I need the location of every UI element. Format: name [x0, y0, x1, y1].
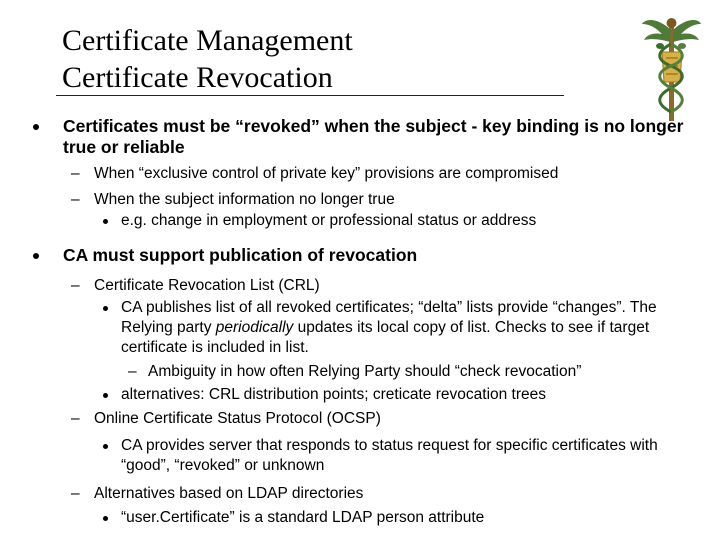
title-line-1: Certificate Management [62, 24, 353, 57]
bullet-1-text: Certificates must be “revoked” when the subject - key binding is no longer true or reliable [63, 116, 684, 157]
crl-item-2-text: alternatives: CRL distribution points; creticate revocation trees [121, 386, 547, 403]
bullet-1 [63, 116, 698, 158]
title-underline [56, 95, 564, 96]
crl-item-1-em: periodically [215, 319, 294, 336]
bullet-2 [63, 245, 698, 266]
crl-item-1 [121, 298, 696, 358]
bullet-1-sub-1: – When “exclusive control of private key” provisions are compromised [71, 165, 559, 182]
bullet-1-sub-2-item-text: e.g. change in employment or professional status or address [121, 212, 537, 229]
bullet-1-sub-2-item [121, 211, 696, 231]
ocsp-label: Online Certificate Status Protocol (OCSP) [94, 410, 381, 427]
ldap-heading: – Alternatives based on LDAP directories [71, 485, 364, 502]
crl-item-1-post: updates its local copy of list. Checks to see if target certificate is included in list. [121, 319, 650, 356]
crl-item-1-sub: – Ambiguity in how often Relying Party should “check revocation” [128, 363, 582, 380]
bullet-dot [33, 124, 39, 130]
title-line-2: Certificate Revocation [62, 61, 333, 94]
ldap-item-1 [121, 508, 696, 528]
crl-item-1-sub-text: Ambiguity in how often Relying Party should “check revocation” [148, 363, 582, 380]
crl-item-2 [121, 385, 696, 405]
ldap-label: Alternatives based on LDAP directories [94, 485, 364, 502]
bullet-1-sub-2: – When the subject information no longer true [71, 191, 395, 208]
bullet-1-sub-2-text: When the subject information no longer true [94, 191, 395, 208]
slide-title [62, 22, 353, 96]
bullet-2-text: CA must support publication of revocation [63, 245, 418, 265]
caduceus-icon [640, 8, 702, 123]
ocsp-item-1-text: CA provides server that responds to status request for specific certificates with “good”, “revoked” or unknown [121, 437, 658, 474]
bullet-dot [33, 253, 39, 259]
crl-heading: – Certificate Revocation List (CRL) [71, 277, 320, 294]
ocsp-heading: – Online Certificate Status Protocol (OCSP) [71, 410, 381, 427]
crl-label: Certificate Revocation List (CRL) [94, 277, 320, 294]
crl-item-1-pre: CA publishes list of all revoked certificates; “delta” lists provide “changes”. The Relying party [121, 299, 657, 336]
ocsp-item-1 [121, 436, 696, 476]
bullet-1-sub-1-text: When “exclusive control of private key” provisions are compromised [94, 165, 559, 182]
ldap-item-1-text: “user.Certificate” is a standard LDAP person attribute [121, 509, 485, 526]
